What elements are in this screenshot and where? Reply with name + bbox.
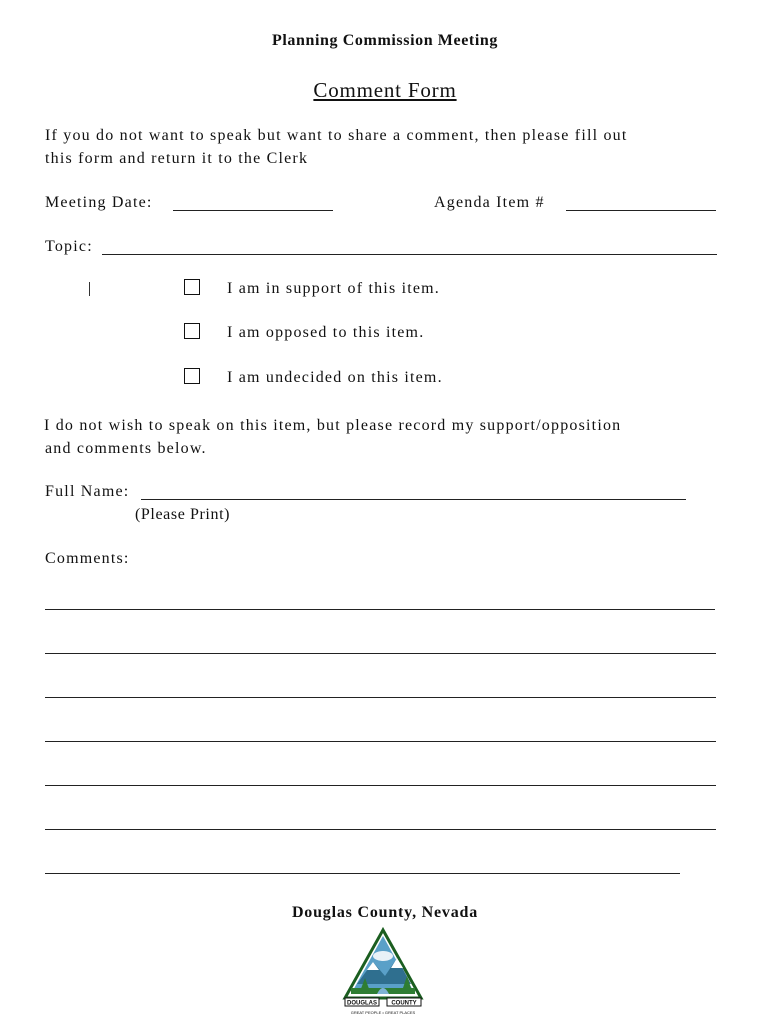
- comment-line-5[interactable]: [45, 785, 716, 786]
- topic-label: Topic:: [45, 238, 93, 255]
- comment-line-3[interactable]: [45, 697, 716, 698]
- meeting-date-label: Meeting Date:: [45, 194, 153, 211]
- form-title: Comment Form: [313, 78, 457, 102]
- county-name: Douglas County, Nevada: [291, 904, 479, 921]
- comment-line-2[interactable]: [45, 653, 716, 654]
- intro-line-2: this form and return it to the Clerk: [45, 150, 309, 167]
- comments-label: Comments:: [45, 550, 130, 567]
- undecided-checkbox[interactable]: [184, 368, 200, 384]
- comment-line-7[interactable]: [45, 873, 680, 874]
- logo-right-text: COUNTY: [391, 1000, 417, 1007]
- comment-line-6[interactable]: [45, 829, 716, 830]
- agenda-item-label: Agenda Item #: [434, 194, 545, 211]
- topic-field[interactable]: [104, 236, 718, 256]
- douglas-county-logo: [337, 922, 429, 1018]
- no-speak-line-1: I do not wish to speak on this item, but please record my support/opposition: [44, 417, 622, 434]
- oppose-label: I am opposed to this item.: [227, 324, 425, 341]
- logo-left-text: DOUGLAS: [347, 1000, 377, 1007]
- support-checkbox[interactable]: [184, 279, 200, 295]
- comment-line-1[interactable]: [45, 609, 715, 610]
- support-label: I am in support of this item.: [227, 280, 441, 297]
- oppose-checkbox[interactable]: [184, 323, 200, 339]
- undecided-label: I am undecided on this item.: [227, 369, 443, 386]
- meeting-date-field[interactable]: [175, 192, 335, 212]
- agenda-item-field[interactable]: [568, 192, 718, 212]
- please-print-note: (Please Print): [135, 506, 231, 523]
- full-name-field[interactable]: [143, 481, 687, 501]
- comment-line-4[interactable]: [45, 741, 716, 742]
- no-speak-line-2: and comments below.: [45, 440, 207, 457]
- stray-mark: [89, 282, 92, 296]
- meeting-title: Planning Commission Meeting: [272, 32, 498, 49]
- full-name-label: Full Name:: [45, 483, 130, 500]
- logo-tagline: GREAT PEOPLE • GREAT PLACES: [350, 1010, 416, 1015]
- intro-line-1: If you do not want to speak but want to share a comment, then please fill out: [45, 127, 628, 144]
